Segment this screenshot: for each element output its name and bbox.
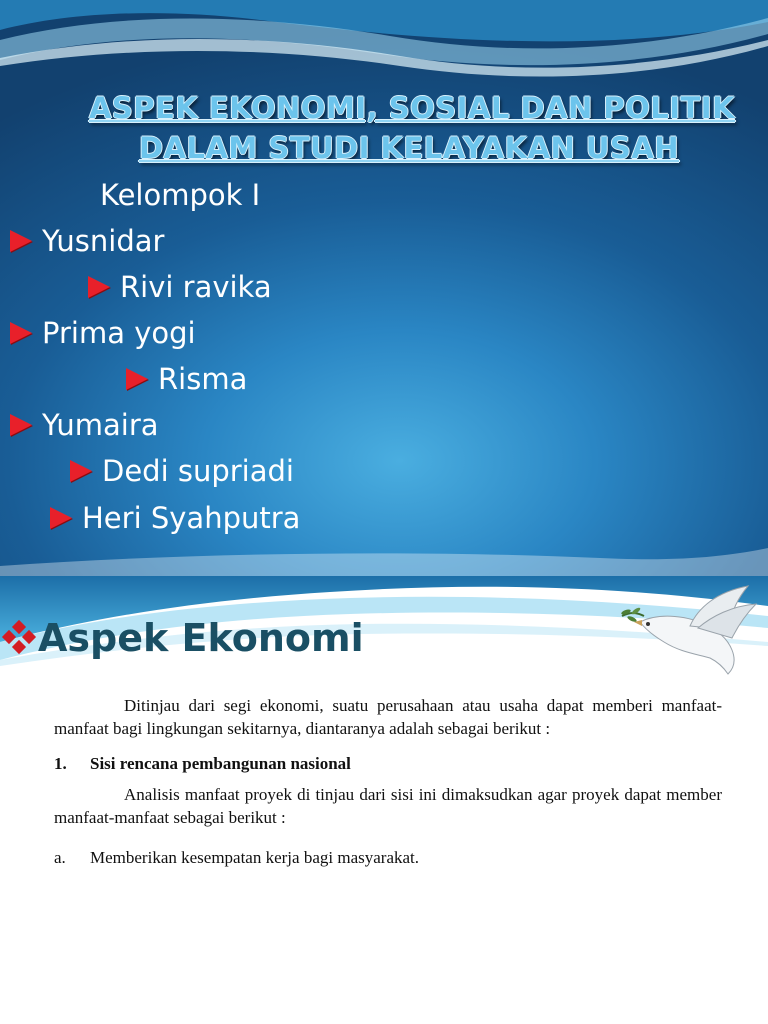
- member-name: Heri Syahputra: [82, 501, 301, 535]
- red-arrow-bullet-icon: [10, 414, 32, 436]
- member-item: [88, 264, 272, 310]
- group-label: Kelompok I: [100, 178, 261, 212]
- member-name: Rivi ravika: [120, 270, 272, 304]
- numbered-item: [54, 752, 722, 775]
- item-number: 1.: [54, 754, 67, 773]
- member-name: Risma: [158, 362, 248, 396]
- item-paragraph: Analisis manfaat proyek di tinjau dari sisi ini dimaksudkan agar proyek dapat member manfaat-manfaat sebagai berikut :: [54, 785, 722, 827]
- title-line-1: ASPEK EKONOMI, SOSIAL DAN POLITIK: [88, 91, 736, 125]
- diamond-bullet-icon: [4, 622, 34, 652]
- red-arrow-bullet-icon: [126, 368, 148, 390]
- decorative-wave-top: [0, 0, 768, 90]
- member-item: [10, 402, 159, 448]
- red-arrow-bullet-icon: [50, 507, 72, 529]
- item-text: Memberikan kesempatan kerja bagi masyarakat.: [90, 848, 420, 867]
- red-arrow-bullet-icon: [10, 230, 32, 252]
- red-arrow-bullet-icon: [88, 276, 110, 298]
- decorative-wave-bottom: [0, 548, 768, 576]
- lettered-item: [54, 846, 722, 869]
- heading-text: Aspek Ekonomi: [38, 616, 364, 660]
- body-text: [54, 694, 722, 869]
- slide-title: [0, 88, 768, 168]
- member-name: Yumaira: [42, 408, 159, 442]
- content-slide: [0, 576, 768, 1024]
- red-arrow-bullet-icon: [10, 322, 32, 344]
- item-letter: a.: [54, 848, 66, 867]
- member-item: [70, 448, 294, 494]
- slide-heading: [4, 606, 364, 670]
- item-title: Sisi rencana pembangunan nasional: [90, 754, 351, 773]
- intro-paragraph: Ditinjau dari segi ekonomi, suatu perusahaan atau usaha dapat memberi manfaat-manfaat bagi lingkungan sekitarnya, diantaranya adalah sebagai berikut :: [54, 696, 722, 738]
- member-name: Prima yogi: [42, 316, 196, 350]
- member-item: [126, 356, 247, 402]
- red-arrow-bullet-icon: [70, 460, 92, 482]
- dove-with-olive-branch-icon: [620, 582, 760, 677]
- member-name: Dedi supriadi: [102, 454, 294, 488]
- title-line-2: DALAM STUDI KELAYAKAN USAH: [138, 131, 680, 165]
- member-name: Yusnidar: [42, 224, 165, 258]
- member-item: [10, 218, 164, 264]
- member-item: [50, 495, 300, 541]
- member-item: [10, 310, 196, 356]
